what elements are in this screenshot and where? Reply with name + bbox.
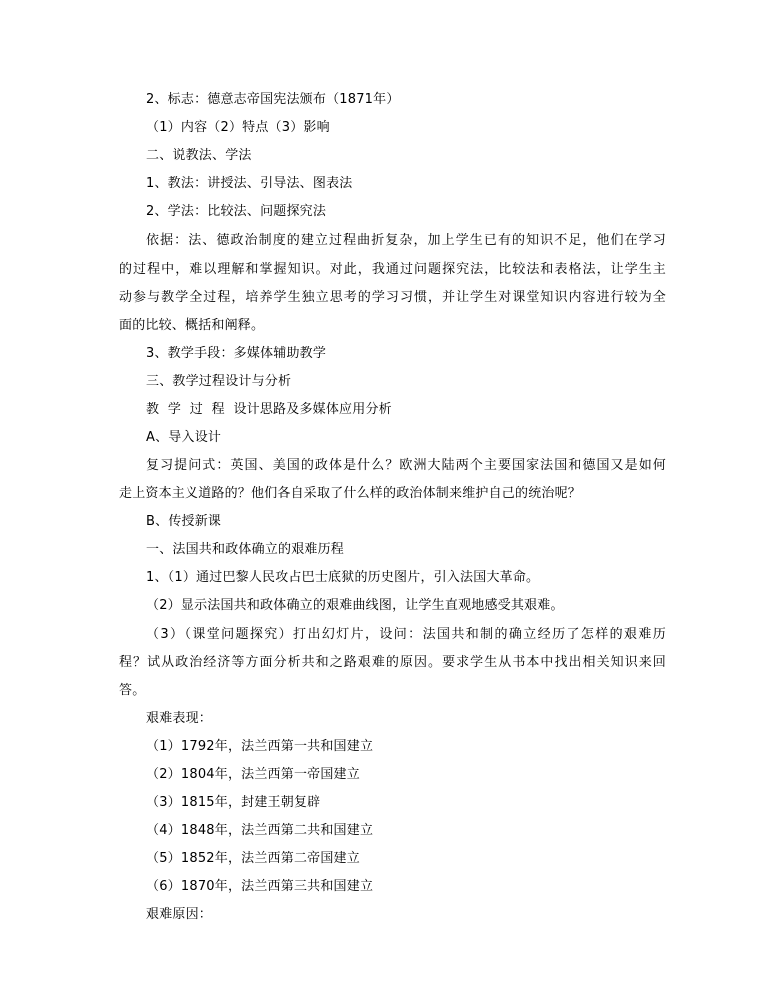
section-heading-france: 一、法国共和政体确立的艰难历程 <box>146 542 345 557</box>
text-line-2: （1）内容（2）特点（3）影响 <box>146 120 330 135</box>
section-heading-3: 三、教学过程设计与分析 <box>146 374 292 389</box>
text-line-10: 3、教学手段：多媒体辅助教学 <box>146 346 327 361</box>
list-item: （4）1848年，法兰西第二共和国建立 <box>146 823 374 838</box>
text-line-12: 教 学 过 程 设计思路及多媒体应用分析 <box>146 402 392 417</box>
text-line-5: 2、学法：比较法、问题探究法 <box>146 204 327 219</box>
text-line-hardship-heading: 艰难表现： <box>146 711 213 726</box>
text-line-1: 2、标志：德意志帝国宪法颁布（1871年） <box>146 92 400 107</box>
list-item: （6）1870年，法兰西第三共和国建立 <box>146 879 374 894</box>
text-line-causes-heading: 艰难原因： <box>146 907 213 922</box>
subheading-b: B、传授新课 <box>146 514 222 529</box>
paragraph-review-line-1: 复习提问式：英国、美国的政体是什么？欧洲大陆两个主要国家法国和德国又是如何 <box>146 458 666 473</box>
subheading-a: A、导入设计 <box>146 430 222 445</box>
paragraph-basis-line-4: 面的比较、概括和阐释。 <box>119 318 265 333</box>
list-item: （3）1815年，封建王朝复辟 <box>146 795 321 810</box>
list-item: （2）1804年，法兰西第一帝国建立 <box>146 767 360 782</box>
section-heading-2: 二、说教法、学法 <box>146 148 252 163</box>
paragraph-inquiry-line-3: 答。 <box>119 683 146 698</box>
text-line-18: 1、（1）通过巴黎人民攻占巴士底狱的历史图片，引入法国大革命。 <box>146 570 540 585</box>
paragraph-review-line-2: 走上资本主义道路的？他们各自采取了什么样的政治体制来维护自己的统治呢？ <box>119 486 582 501</box>
text-line-4: 1、教法：讲授法、引导法、图表法 <box>146 176 353 191</box>
paragraph-basis-line-2: 的过程中，难以理解和掌握知识。对此，我通过问题探究法，比较法和表格法，让学生主 <box>119 262 666 277</box>
list-item: （5）1852年，法兰西第二帝国建立 <box>146 851 360 866</box>
list-item: （1）1792年，法兰西第一共和国建立 <box>146 739 374 754</box>
paragraph-basis-line-3: 动参与教学全过程，培养学生独立思考的学习习惯，并让学生对课堂知识内容进行较为全 <box>119 290 666 305</box>
paragraph-basis-line-1: 依据：法、德政治制度的建立过程曲折复杂，加上学生已有的知识不足，他们在学习 <box>146 233 666 248</box>
paragraph-inquiry-line-2: 程？试从政治经济等方面分析共和之路艰难的原因。要求学生从书本中找出相关知识来回 <box>119 655 666 670</box>
paragraph-inquiry-line-1: （3）（课堂问题探究）打出幻灯片，设问：法国共和制的确立经历了怎样的艰难历 <box>146 627 666 642</box>
text-line-19: （2）显示法国共和政体确立的艰难曲线图，让学生直观地感受其艰难。 <box>146 598 564 613</box>
